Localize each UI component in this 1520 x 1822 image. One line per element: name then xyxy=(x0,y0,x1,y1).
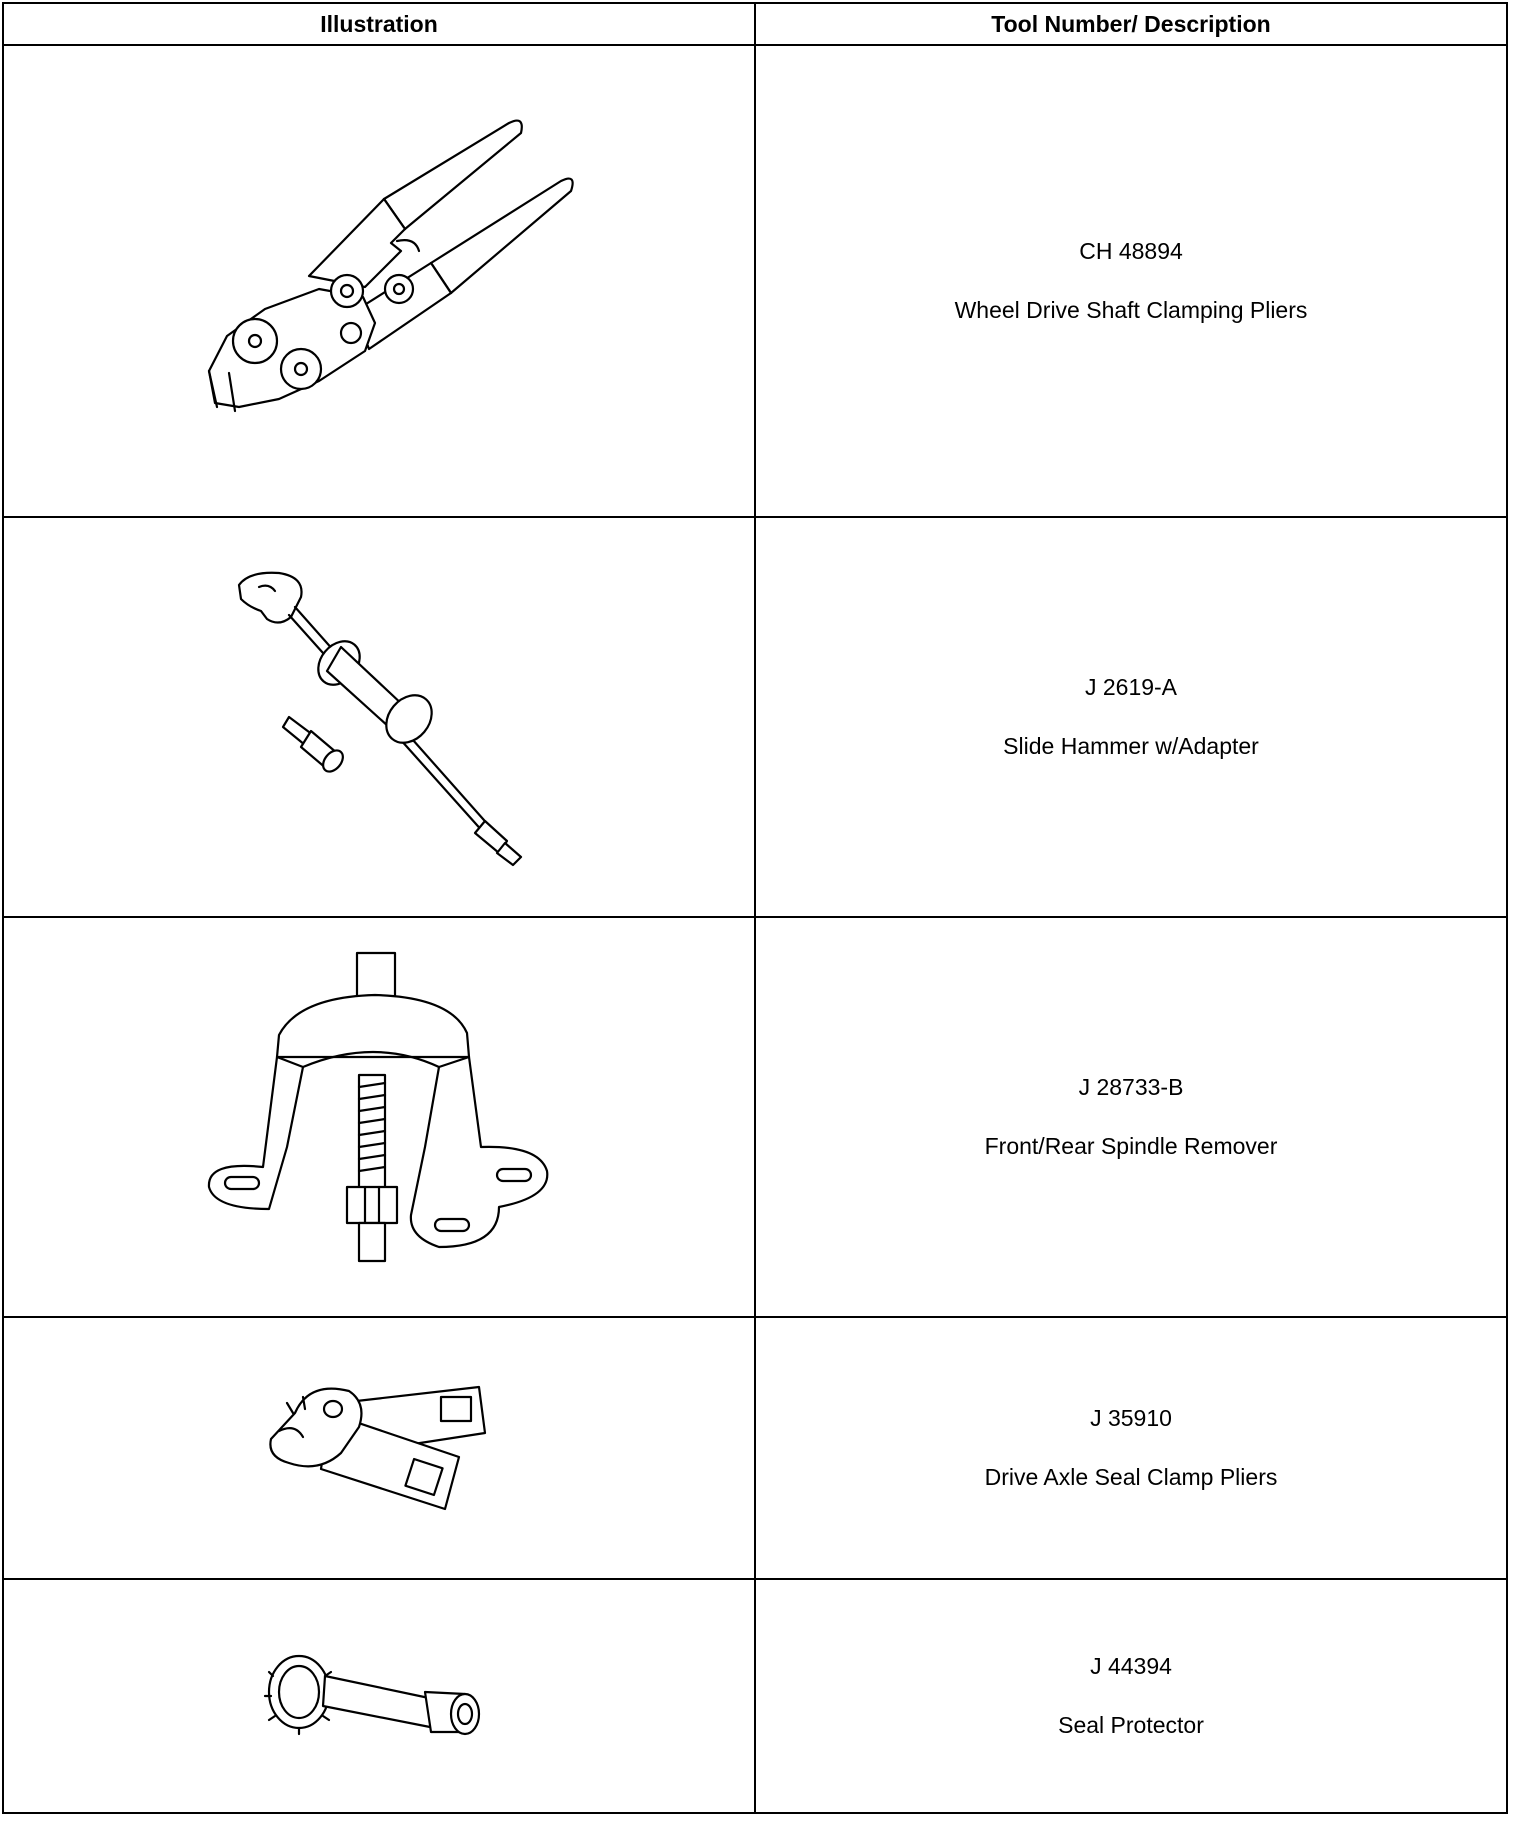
table-row xyxy=(3,1317,1507,1579)
illustration-cell xyxy=(3,517,755,917)
illustration-cell xyxy=(3,1317,755,1579)
spindle-remover-icon xyxy=(199,947,559,1287)
tool-description: Front/Rear Spindle Remover xyxy=(984,1133,1278,1159)
tool-description-cell xyxy=(755,1579,1507,1813)
illustration-cell xyxy=(3,917,755,1317)
clamping-pliers-icon xyxy=(169,111,589,451)
tool-description-cell xyxy=(755,517,1507,917)
tool-description: Drive Axle Seal Clamp Pliers xyxy=(984,1464,1278,1490)
tool-number: J 2619-A xyxy=(1084,674,1178,700)
tool-number: J 44394 xyxy=(1090,1653,1172,1679)
tool-description-cell xyxy=(755,45,1507,517)
tool-number: J 28733-B xyxy=(1078,1074,1184,1100)
tool-description: Slide Hammer w/Adapter xyxy=(1003,733,1259,759)
tool-description-cell xyxy=(755,1317,1507,1579)
tool-number-description-header: Tool Number/ Description xyxy=(755,3,1507,45)
tool-description: Wheel Drive Shaft Clamping Pliers xyxy=(954,297,1308,323)
special-tools-table xyxy=(2,2,1508,1814)
header-row xyxy=(3,3,1507,45)
seal-clamp-pliers-icon xyxy=(259,1373,499,1523)
tool-description: Seal Protector xyxy=(1058,1712,1204,1738)
tool-number: CH 48894 xyxy=(1079,238,1183,264)
tool-number: J 35910 xyxy=(1090,1405,1172,1431)
tool-description-cell xyxy=(755,917,1507,1317)
table-row xyxy=(3,1579,1507,1813)
table-row xyxy=(3,917,1507,1317)
illustration-cell xyxy=(3,1579,755,1813)
illustration-header: Illustration xyxy=(3,3,755,45)
table-row xyxy=(3,45,1507,517)
table-row xyxy=(3,517,1507,917)
slide-hammer-icon xyxy=(209,567,549,867)
seal-protector-icon xyxy=(259,1636,499,1756)
illustration-cell xyxy=(3,45,755,517)
